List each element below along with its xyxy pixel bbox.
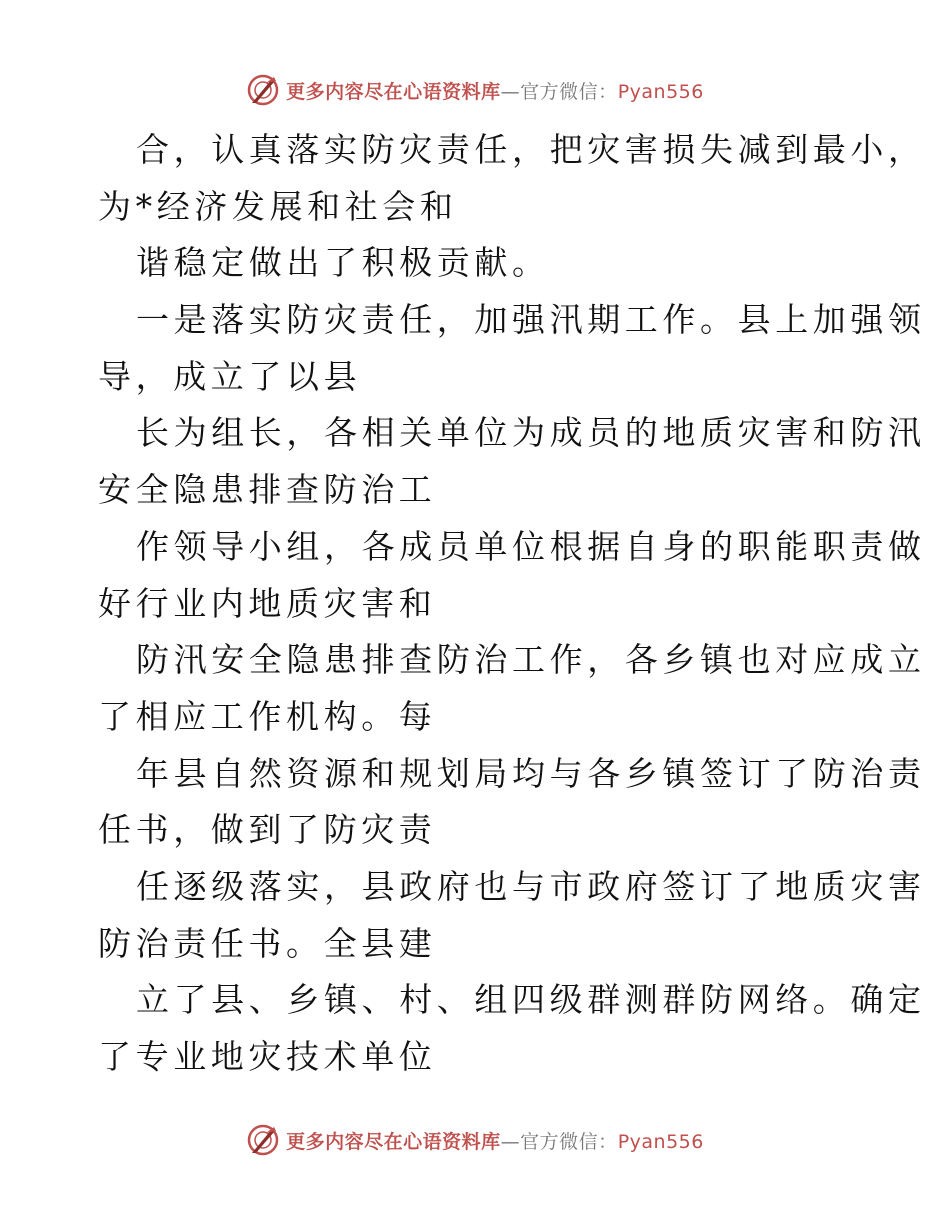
footer-banner xyxy=(0,1120,950,1160)
body-line: 谐稳定做出了积极贡献。 xyxy=(136,243,550,283)
wechat-label: 官方微信： xyxy=(520,80,618,103)
wechat-id: Pyan556 xyxy=(617,80,704,103)
quill-pen-logo-icon xyxy=(246,1123,280,1157)
header-banner xyxy=(0,70,950,110)
body-line: 立了县、乡镇、村、组四级群测群防网络。确定 xyxy=(136,980,926,1020)
body-line: 防汛安全隐患排查防治工作，各乡镇也对应成立 xyxy=(136,640,926,680)
body-line: 了相应工作机构。每 xyxy=(98,696,437,736)
wechat-label: 官方微信： xyxy=(520,1130,618,1153)
body-line: 合，认真落实防灾责任，把灾害损失减到最小， xyxy=(136,130,926,169)
body-line: 安全隐患排查防治工 xyxy=(98,470,437,510)
body-line: 导，成立了以县 xyxy=(98,356,362,396)
wechat-id: Pyan556 xyxy=(617,1130,704,1153)
promo-text: 更多内容尽在心语资料库 xyxy=(286,1130,501,1153)
body-line: 了专业地灾技术单位 xyxy=(98,1037,437,1076)
body-line: 任书，做到了防灾责 xyxy=(98,810,437,850)
body-line: 作领导小组，各成员单位根据自身的职能职责做 xyxy=(136,526,926,566)
body-line: 长为组长，各相关单位为成员的地质灾害和防汛 xyxy=(136,413,926,453)
body-line: 好行业内地质灾害和 xyxy=(98,583,437,623)
body-line: 年县自然资源和规划局均与各乡镇签订了防治责 xyxy=(136,753,926,793)
footer-banner-text xyxy=(286,1127,704,1154)
body-line: 防治责任书。全县建 xyxy=(98,923,437,963)
header-banner-text xyxy=(286,77,704,104)
banner-separator: — xyxy=(500,1130,521,1153)
body-line: 为*经济发展和社会和 xyxy=(98,186,458,226)
banner-separator: — xyxy=(500,80,521,103)
document-body xyxy=(98,122,926,1086)
promo-text: 更多内容尽在心语资料库 xyxy=(286,80,501,103)
body-line: 一是落实防灾责任，加强汛期工作。县上加强领 xyxy=(136,300,926,340)
body-line: 任逐级落实，县政府也与市政府签订了地质灾害 xyxy=(136,866,926,906)
quill-pen-logo-icon xyxy=(246,73,280,107)
